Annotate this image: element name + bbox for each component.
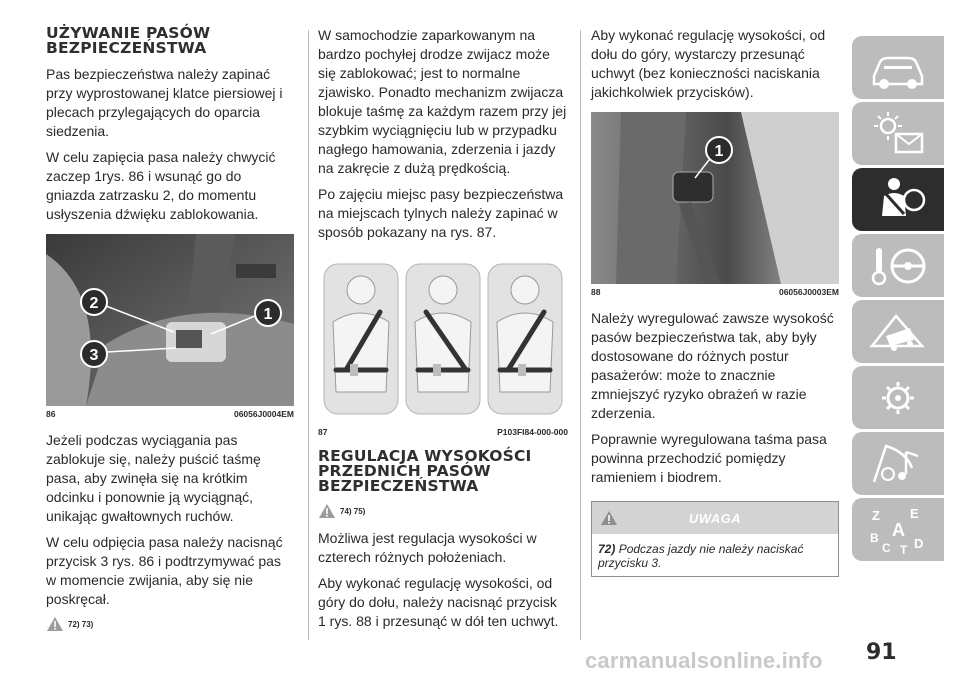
paragraph: Aby wykonać regulację wysokości, od dołu do góry, wystarczy przesunąć uchwyt (bez konieczności naciskania jakichkolwiek przycisków). <box>591 27 826 100</box>
paragraph: Po zajęciu miejsc pasy bezpieczeństwa na miejscach tylnych należy zapinać w sposób pokazany na rys. 87. <box>318 186 564 240</box>
tab-multimedia[interactable] <box>852 432 944 495</box>
paragraph: Możliwa jest regulacja wysokości w czterech różnych położeniach. <box>318 530 537 565</box>
warning-lights-icon <box>866 108 930 160</box>
column-3 <box>591 26 839 577</box>
svg-text:Z: Z <box>872 507 880 523</box>
figure-88 <box>591 112 839 297</box>
warning-triangle-icon <box>318 503 336 519</box>
warning-title: UWAGA <box>688 510 742 526</box>
warning-number: 72) <box>598 542 616 556</box>
figure-number: 88 <box>591 287 601 297</box>
svg-text:B: B <box>870 530 879 545</box>
figure-code: 06056J0004EM <box>233 409 294 419</box>
tab-emergency[interactable] <box>852 300 944 363</box>
section-heading-height-adjustment: REGULACJA WYSOKOŚCI PRZEDNICH PASÓW BEZPIECZEŃSTWA <box>318 447 532 495</box>
figure-87-image <box>318 252 568 424</box>
figure-86 <box>46 234 294 419</box>
svg-text:2: 2 <box>89 295 99 312</box>
figure-86-image <box>46 234 294 406</box>
figure-88-image <box>591 112 839 284</box>
tab-dashboard[interactable] <box>852 36 944 99</box>
warning-box <box>591 501 839 577</box>
callout-1 <box>255 300 281 326</box>
warning-references: 72) 73) <box>46 616 294 632</box>
figure-number: 86 <box>46 409 56 419</box>
svg-text:E: E <box>910 505 919 521</box>
callout-2 <box>81 289 107 315</box>
column-2 <box>318 26 568 638</box>
chapter-tabs <box>852 36 944 564</box>
breakdown-triangle-icon <box>866 306 930 358</box>
figure-code: 06056J0003EM <box>778 287 839 297</box>
car-dashboard-icon <box>866 42 930 94</box>
tab-safety[interactable] <box>852 168 944 231</box>
key-steering-wheel-icon <box>866 240 930 292</box>
section-heading-using-seatbelts: UŻYWANIE PASÓW BEZPIECZEŃSTWA <box>46 24 211 57</box>
callout-1 <box>706 137 732 163</box>
alphabetical-index-icon <box>866 504 930 556</box>
paragraph: Pas bezpieczeństwa należy zapinać przy wyprostowanej klatce piersiowej i plecach przylegających do oparcia siedzenia. <box>46 66 283 139</box>
paragraph: Należy wyregulować zawsze wysokość pasów bezpieczeństwa tak, aby były dostosowane do różnych postur pasażerów: może to znacznie zmniejszyć ryzyko obrażeń w razie zderzenia. <box>591 310 834 421</box>
paragraph: Aby wykonać regulację wysokości, od góry do dołu, należy nacisnąć przycisk 1 rys. 88 i przesunąć w dół ten uchwyt. <box>318 575 559 629</box>
warning-body <box>592 534 838 576</box>
svg-text:A: A <box>892 519 905 540</box>
paragraph: Poprawnie wyregulowana taśma pasa powinna przechodzić pomiędzy ramieniem i biodrem. <box>591 431 827 485</box>
paragraph: Jeżeli podczas wyciągania pas zablokuje się, należy puścić taśmę pasa, aby zwinęła się na krótkim odcinku i ponownie ją wyciągnąć, unikając gwałtownych ruchów. <box>46 432 261 524</box>
warning-triangle-icon <box>46 616 64 632</box>
paragraph: W samochodzie zaparkowanym na bardzo pochyłej drodze zwijacz może się zablokować; jest to normalne zjawisko. Ponadto mechanizm zwijacza blokuje taśmę za każdym razem przy jej szybkim wyciągnięciu lub w przypadku nagłego hamowania, zderzenia i jazdy na zakręcie z dużą prędkością. <box>318 27 567 176</box>
paragraph: W celu odpięcia pasa należy nacisnąć przycisk 3 rys. 86 i podtrzymywać pas w momencie zwijania, aby się nie poskręcał. <box>46 534 283 607</box>
figure-code: P103FI84-000-000 <box>497 427 568 437</box>
column-1 <box>46 26 294 642</box>
svg-text:1: 1 <box>714 143 724 160</box>
figure-number: 87 <box>318 427 328 437</box>
column-divider <box>308 30 309 640</box>
seatbelt-airbag-icon <box>866 174 930 226</box>
page-number: 91 <box>866 640 897 665</box>
column-divider <box>580 30 581 640</box>
warning-text: Podczas jazdy nie należy naciskać przycisku 3. <box>598 542 804 570</box>
paragraph: W celu zapięcia pasa należy chwycić zaczep 1rys. 86 i wsunąć go do gniazda zatrzasku 2, do momentu usłyszenia dźwięku zablokowania. <box>46 149 276 222</box>
figure-caption <box>318 424 568 437</box>
svg-text:D: D <box>914 535 924 551</box>
watermark: carmanualsonline.info <box>585 648 823 673</box>
svg-text:3: 3 <box>89 347 99 364</box>
tab-service[interactable] <box>852 366 944 429</box>
tab-starting-driving[interactable] <box>852 234 944 297</box>
tab-index[interactable] <box>852 498 944 561</box>
figure-caption <box>591 284 839 297</box>
figure-caption <box>46 406 294 419</box>
service-tools-icon <box>866 372 930 424</box>
warning-box-header <box>592 502 838 534</box>
tab-warning-lights[interactable] <box>852 102 944 165</box>
callout-3 <box>81 341 107 367</box>
figure-87 <box>318 252 568 437</box>
svg-text:1: 1 <box>263 306 273 323</box>
svg-text:T: T <box>900 542 908 556</box>
warning-triangle-icon <box>600 510 618 526</box>
multimedia-icon <box>866 438 930 490</box>
warning-references: 74) 75) <box>318 503 568 519</box>
svg-text:C: C <box>882 540 891 555</box>
